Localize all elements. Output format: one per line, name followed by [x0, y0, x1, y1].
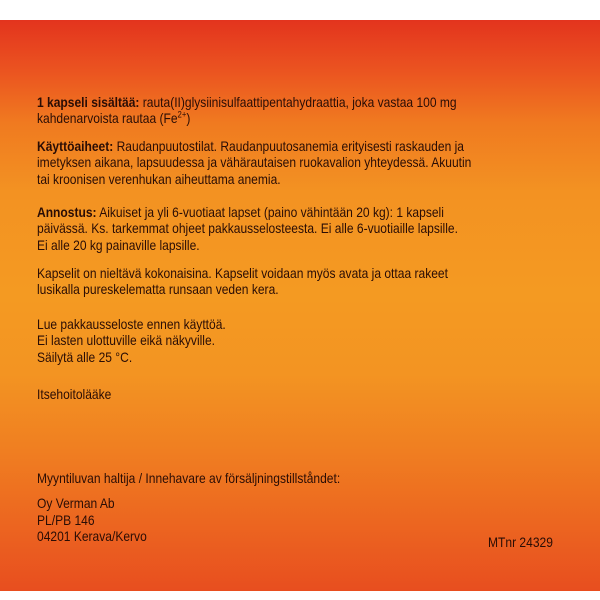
capsule-content — [37, 94, 565, 127]
warnings — [37, 316, 565, 365]
otc-text: Itsehoitolääke — [37, 386, 112, 402]
swallow-text-2: lusikalla pureskelematta runsaan veden kera. — [37, 281, 279, 298]
capsule-label: 1 kapseli sisältää: — [37, 94, 140, 110]
capsule-text-1: rauta(II)glysiinisulfaattipentahydraattia, joka vastaa 100 mg — [139, 94, 457, 110]
swallow-instructions — [37, 265, 565, 298]
indications-text-2: imetyksen aikana, lapsuudessa ja vähärautaisen ruokavalion yhteydessä. Akuutin — [37, 154, 472, 171]
swallow-text-1: Kapselit on nieltävä kokonaisina. Kapselit voidaan myös avata ja ottaa rakeet — [37, 265, 448, 281]
indications-label: Käyttöaiheet: — [37, 138, 114, 154]
dosage-text-3: Ei alle 20 kg painaville lapsille. — [37, 236, 200, 253]
warning-children: Ei lasten ulottuville eikä näkyville. — [37, 332, 216, 349]
warning-storage: Säilytä alle 25 °C. — [37, 348, 133, 365]
indications-text-3: tai kroonisen verenhukan aiheuttama anemia. — [37, 170, 281, 187]
dosage-label: Annostus: — [37, 204, 97, 220]
indications — [37, 138, 565, 187]
holder-city: 04201 Kerava/Kervo — [37, 527, 147, 544]
holder-heading: Myyntiluvan haltija / Innehavare av försäljningstillståndet: — [37, 470, 341, 486]
warning-read-leaflet: Lue pakkausseloste ennen käyttöä. — [37, 316, 226, 332]
dosage-text-2: päivässä. Ks. tarkemmat ohjeet pakkausselosteesta. Ei alle 6-vuotiaille lapsille. — [37, 220, 458, 237]
mtnr-number: MTnr 24329 — [488, 534, 553, 550]
holder-name: Oy Verman Ab — [37, 495, 115, 512]
license-holder — [37, 470, 565, 544]
capsule-text-2: kahdenarvoista rautaa (Fe — [37, 110, 178, 127]
capsule-text-end: ) — [186, 110, 191, 127]
capsule-sup: 2+ — [177, 109, 187, 120]
indications-text-1: Raudanpuutostilat. Raudanpuutosanemia erityisesti raskauden ja — [113, 138, 464, 154]
otc-status — [37, 386, 565, 402]
dosage — [37, 204, 565, 253]
holder-box: PL/PB 146 — [37, 511, 95, 528]
dosage-text-1: Aikuiset ja yli 6-vuotiaat lapset (paino vähintään 20 kg): 1 kapseli — [96, 204, 444, 220]
